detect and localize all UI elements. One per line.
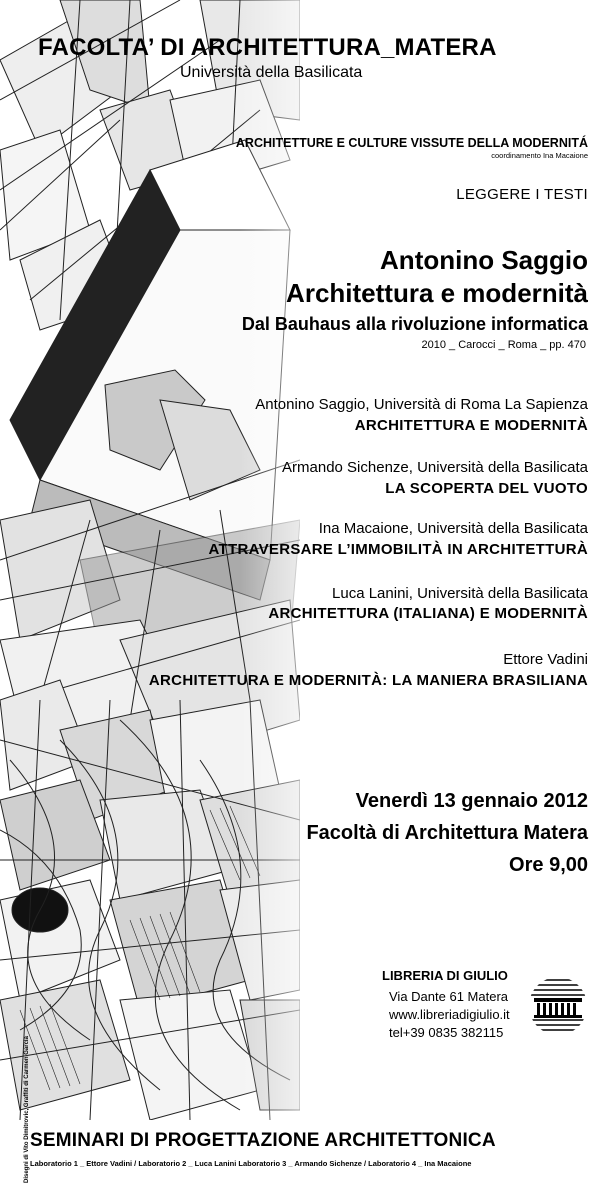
bookshop-website[interactable]: www.libreriadigiulio.it	[389, 1007, 510, 1022]
speaker-name: Armando Sichenze, Università della Basilicata	[282, 459, 588, 476]
book-subtitle: Dal Bauhaus alla rivoluzione informatica	[241, 314, 588, 334]
seminar-series-title: SEMINARI DI PROGETTAZIONE ARCHITETTONICA	[30, 1130, 496, 1151]
event-venue: Facoltà di Architettura Matera	[306, 822, 588, 844]
talk-title: ATTRAVERSARE L’IMMOBILITÀ IN ARCHITETTURÀ	[208, 541, 588, 558]
talk-title: ARCHITETTURA (ITALIANA) E MODERNITÀ	[268, 605, 588, 622]
laboratories-list: Laboratorio 1 _ Ettore Vadini / Laboratorio 2 _ Luca Lanini Laboratorio 3 _ Armando Sichenze / Laboratorio 4 _ Ina Macaione	[30, 1159, 472, 1168]
bookshop-name: LIBRERIA DI GIULIO	[382, 968, 508, 983]
speaker-name: Luca Lanini, Università della Basilicata	[332, 585, 588, 602]
event-date: Venerdì 13 gennaio 2012	[355, 790, 588, 812]
speaker-name: Ina Macaione, Università della Basilicata	[318, 520, 588, 537]
bookshop-address: Via Dante 61 Matera	[389, 989, 508, 1004]
series-title: ARCHITETTURE E CULTURE VISSUTE DELLA MODERNITÁ	[235, 136, 588, 150]
talk-title: ARCHITETTURA E MODERNITÀ	[354, 417, 588, 434]
talk-title: LA SCOPERTA DEL VUOTO	[385, 480, 588, 497]
talk-title: ARCHITETTURA E MODERNITÀ: LA MANIERA BRASILIANA	[148, 672, 588, 689]
book-author: Antonino Saggio	[380, 245, 588, 275]
speaker-name: Antonino Saggio, Università di Roma La Sapienza	[255, 396, 588, 413]
series-cycle: LEGGERE I TESTI	[456, 186, 588, 203]
illustration-credit: Disegni di Vito Dimitrovic, Graffiti di Carmen Garcia	[24, 1036, 30, 1183]
faculty-title: FACOLTA’ DI ARCHITETTURA_MATERA	[38, 34, 497, 61]
bookshop-phone: tel+39 0835 382115	[389, 1025, 504, 1040]
speaker-name: Ettore Vadini	[503, 651, 588, 668]
colonnade-globe-icon	[528, 976, 588, 1036]
event-time: Ore 9,00	[509, 854, 588, 876]
university-name: Università della Basilicata	[180, 64, 363, 81]
series-coordination: coordinamento Ina Macaione	[491, 151, 588, 160]
book-title: Architettura e modernità	[286, 278, 588, 308]
book-publication-info: 2010 _ Carocci _ Roma _ pp. 470	[421, 339, 586, 351]
